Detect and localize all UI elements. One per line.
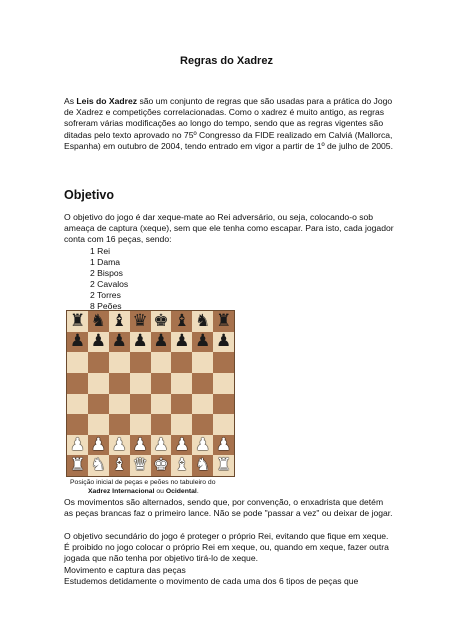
- board-square: [88, 311, 109, 332]
- board-square: [192, 414, 213, 435]
- board-square: [192, 311, 213, 332]
- list-item: 2 Torres: [90, 290, 121, 300]
- list-item: 2 Cavalos: [90, 279, 129, 289]
- white-knight-icon: ♞: [195, 455, 211, 476]
- black-pawn-icon: ♟: [153, 331, 169, 352]
- white-pawn-icon: ♟: [90, 434, 106, 455]
- black-pawn-icon: ♟: [111, 331, 127, 352]
- white-pawn-icon: ♟: [111, 434, 127, 455]
- white-pawn-icon: ♟: [215, 434, 232, 455]
- black-rook-icon: ♜: [69, 310, 86, 331]
- board-square: [171, 352, 192, 373]
- board-square: [67, 455, 88, 476]
- board-square: [192, 332, 213, 353]
- board-square: [109, 394, 130, 415]
- board-square: [171, 455, 192, 476]
- white-rook-icon: ♜: [69, 455, 86, 476]
- board-square: [109, 352, 130, 373]
- board-square: [151, 435, 172, 456]
- board-square: [151, 352, 172, 373]
- board-square: [171, 373, 192, 394]
- section-heading-objetivo: Objetivo: [64, 188, 115, 202]
- intro-rest: são um conjunto de regras que são usadas para a prática do Jogo de Xadrez e competições correlacionadas. Como o xadrez é muito antigo, as regras sofreram várias modificações ao longo do tempo, sendo que as regras vigentes são ditadas pelo texto aprovado no 75º Congresso da FIDE realizado em Calviá (Mallorca, Espanha) em outubro de 2004, tendo entrado em vigor a partir de 1º de julho de 2005.: [64, 96, 393, 151]
- white-pawn-icon: ♟: [132, 434, 148, 455]
- board-square: [88, 373, 109, 394]
- board-square: [171, 414, 192, 435]
- list-item: 8 Peões: [90, 301, 122, 311]
- caption-or: ou: [154, 488, 166, 495]
- black-rook-icon: ♜: [215, 310, 232, 331]
- board-square: [67, 394, 88, 415]
- board-square: [67, 352, 88, 373]
- board-square: [192, 455, 213, 476]
- board-square: [213, 373, 234, 394]
- movement-capture-line: Movimento e captura das peças: [64, 565, 186, 575]
- white-bishop-icon: ♝: [111, 455, 127, 476]
- board-square: [109, 414, 130, 435]
- black-bishop-icon: ♝: [111, 310, 127, 331]
- board-square: [130, 373, 151, 394]
- board-square: [192, 352, 213, 373]
- board-caption: [70, 478, 300, 496]
- caption-line2: [70, 487, 300, 496]
- board-square: [109, 455, 130, 476]
- caption-bold-ocidental: Ocidental: [165, 488, 197, 495]
- board-square: [109, 435, 130, 456]
- board-square: [130, 435, 151, 456]
- board-square: [88, 414, 109, 435]
- board-square: [67, 332, 88, 353]
- board-square: [109, 373, 130, 394]
- secondary-objective-paragraph: O objetivo secundário do jogo é proteger o próprio Rei, evitando que fique em xeque. É proibido no jogo colocar o próprio Rei em xeque, ou, quando em xeque, fazer outra jogada que não tenha por objetivo tirá-lo de xeque.: [64, 531, 389, 564]
- black-bishop-icon: ♝: [174, 310, 190, 331]
- board-square: [151, 373, 172, 394]
- board-square: [130, 311, 151, 332]
- board-square: [151, 311, 172, 332]
- caption-bold-international: Xadrez Internacional: [88, 488, 155, 495]
- black-pawn-icon: ♟: [215, 331, 232, 352]
- black-pawn-icon: ♟: [132, 331, 148, 352]
- moves-paragraph: Os movimentos são alternados, sendo que, por convenção, o enxadrista que detém as peças brancas faz o primeiro lance. Não se pode "passar a vez" ou deixar de jogar.: [64, 497, 393, 519]
- board-square: [130, 332, 151, 353]
- board-square: [213, 455, 234, 476]
- board-square: [130, 455, 151, 476]
- board-square: [88, 332, 109, 353]
- chessboard-image: [66, 310, 235, 477]
- caption-period: .: [196, 488, 199, 495]
- white-pawn-icon: ♟: [195, 434, 211, 455]
- black-pawn-icon: ♟: [69, 331, 86, 352]
- board-square: [88, 455, 109, 476]
- list-item: 1 Rei: [90, 246, 111, 256]
- board-square: [67, 435, 88, 456]
- black-knight-icon: ♞: [90, 310, 106, 331]
- board-square: [109, 311, 130, 332]
- board-square: [171, 394, 192, 415]
- white-pawn-icon: ♟: [153, 434, 169, 455]
- board-square: [192, 373, 213, 394]
- list-item: 2 Bispos: [90, 268, 123, 278]
- intro-paragraph: [64, 96, 394, 152]
- board-square: [130, 394, 151, 415]
- board-square: [151, 455, 172, 476]
- board-square: [67, 414, 88, 435]
- white-pawn-icon: ♟: [174, 434, 190, 455]
- board-square: [151, 394, 172, 415]
- board-square: [88, 352, 109, 373]
- board-square: [109, 332, 130, 353]
- board-square: [67, 311, 88, 332]
- white-knight-icon: ♞: [90, 455, 106, 476]
- board-square: [67, 373, 88, 394]
- objective-paragraph: O objetivo do jogo é dar xeque-mate ao Rei adversário, ou seja, colocando-o sob ameaça de captura (xeque), sem que ele tenha como escapar. Para isto, cada jogador conta com 16 peças, sendo:: [64, 212, 394, 245]
- board-square: [213, 435, 234, 456]
- board-square: [88, 394, 109, 415]
- board-square: [151, 414, 172, 435]
- white-bishop-icon: ♝: [174, 455, 190, 476]
- black-queen-icon: ♛: [132, 310, 148, 331]
- black-pawn-icon: ♟: [174, 331, 190, 352]
- white-queen-icon: ♛: [132, 455, 148, 476]
- black-knight-icon: ♞: [195, 310, 211, 331]
- board-square: [171, 435, 192, 456]
- board-square: [213, 414, 234, 435]
- intro-lead: As: [64, 96, 77, 106]
- study-line: Estudemos detidamente o movimento de cada uma dos 6 tipos de peças que: [64, 576, 359, 586]
- white-rook-icon: ♜: [215, 455, 232, 476]
- board-square: [171, 311, 192, 332]
- board-square: [192, 435, 213, 456]
- caption-line1: Posição inicial de peças e peões no tabuleiro do: [70, 479, 216, 486]
- document-title: Regras do Xadrez: [180, 55, 273, 67]
- black-pawn-icon: ♟: [195, 331, 211, 352]
- board-square: [130, 414, 151, 435]
- board-square: [130, 352, 151, 373]
- black-pawn-icon: ♟: [90, 331, 106, 352]
- board-square: [151, 332, 172, 353]
- list-item: 1 Dama: [90, 257, 121, 267]
- board-square: [213, 394, 234, 415]
- intro-bold-term: Leis do Xadrez: [76, 96, 138, 106]
- board-square: [88, 435, 109, 456]
- board-square: [171, 332, 192, 353]
- board-square: [213, 311, 234, 332]
- white-king-icon: ♚: [153, 455, 169, 476]
- board-square: [213, 352, 234, 373]
- pieces-list: [90, 246, 128, 312]
- board-square: [213, 332, 234, 353]
- black-king-icon: ♚: [153, 310, 169, 331]
- board-square: [192, 394, 213, 415]
- white-pawn-icon: ♟: [69, 434, 86, 455]
